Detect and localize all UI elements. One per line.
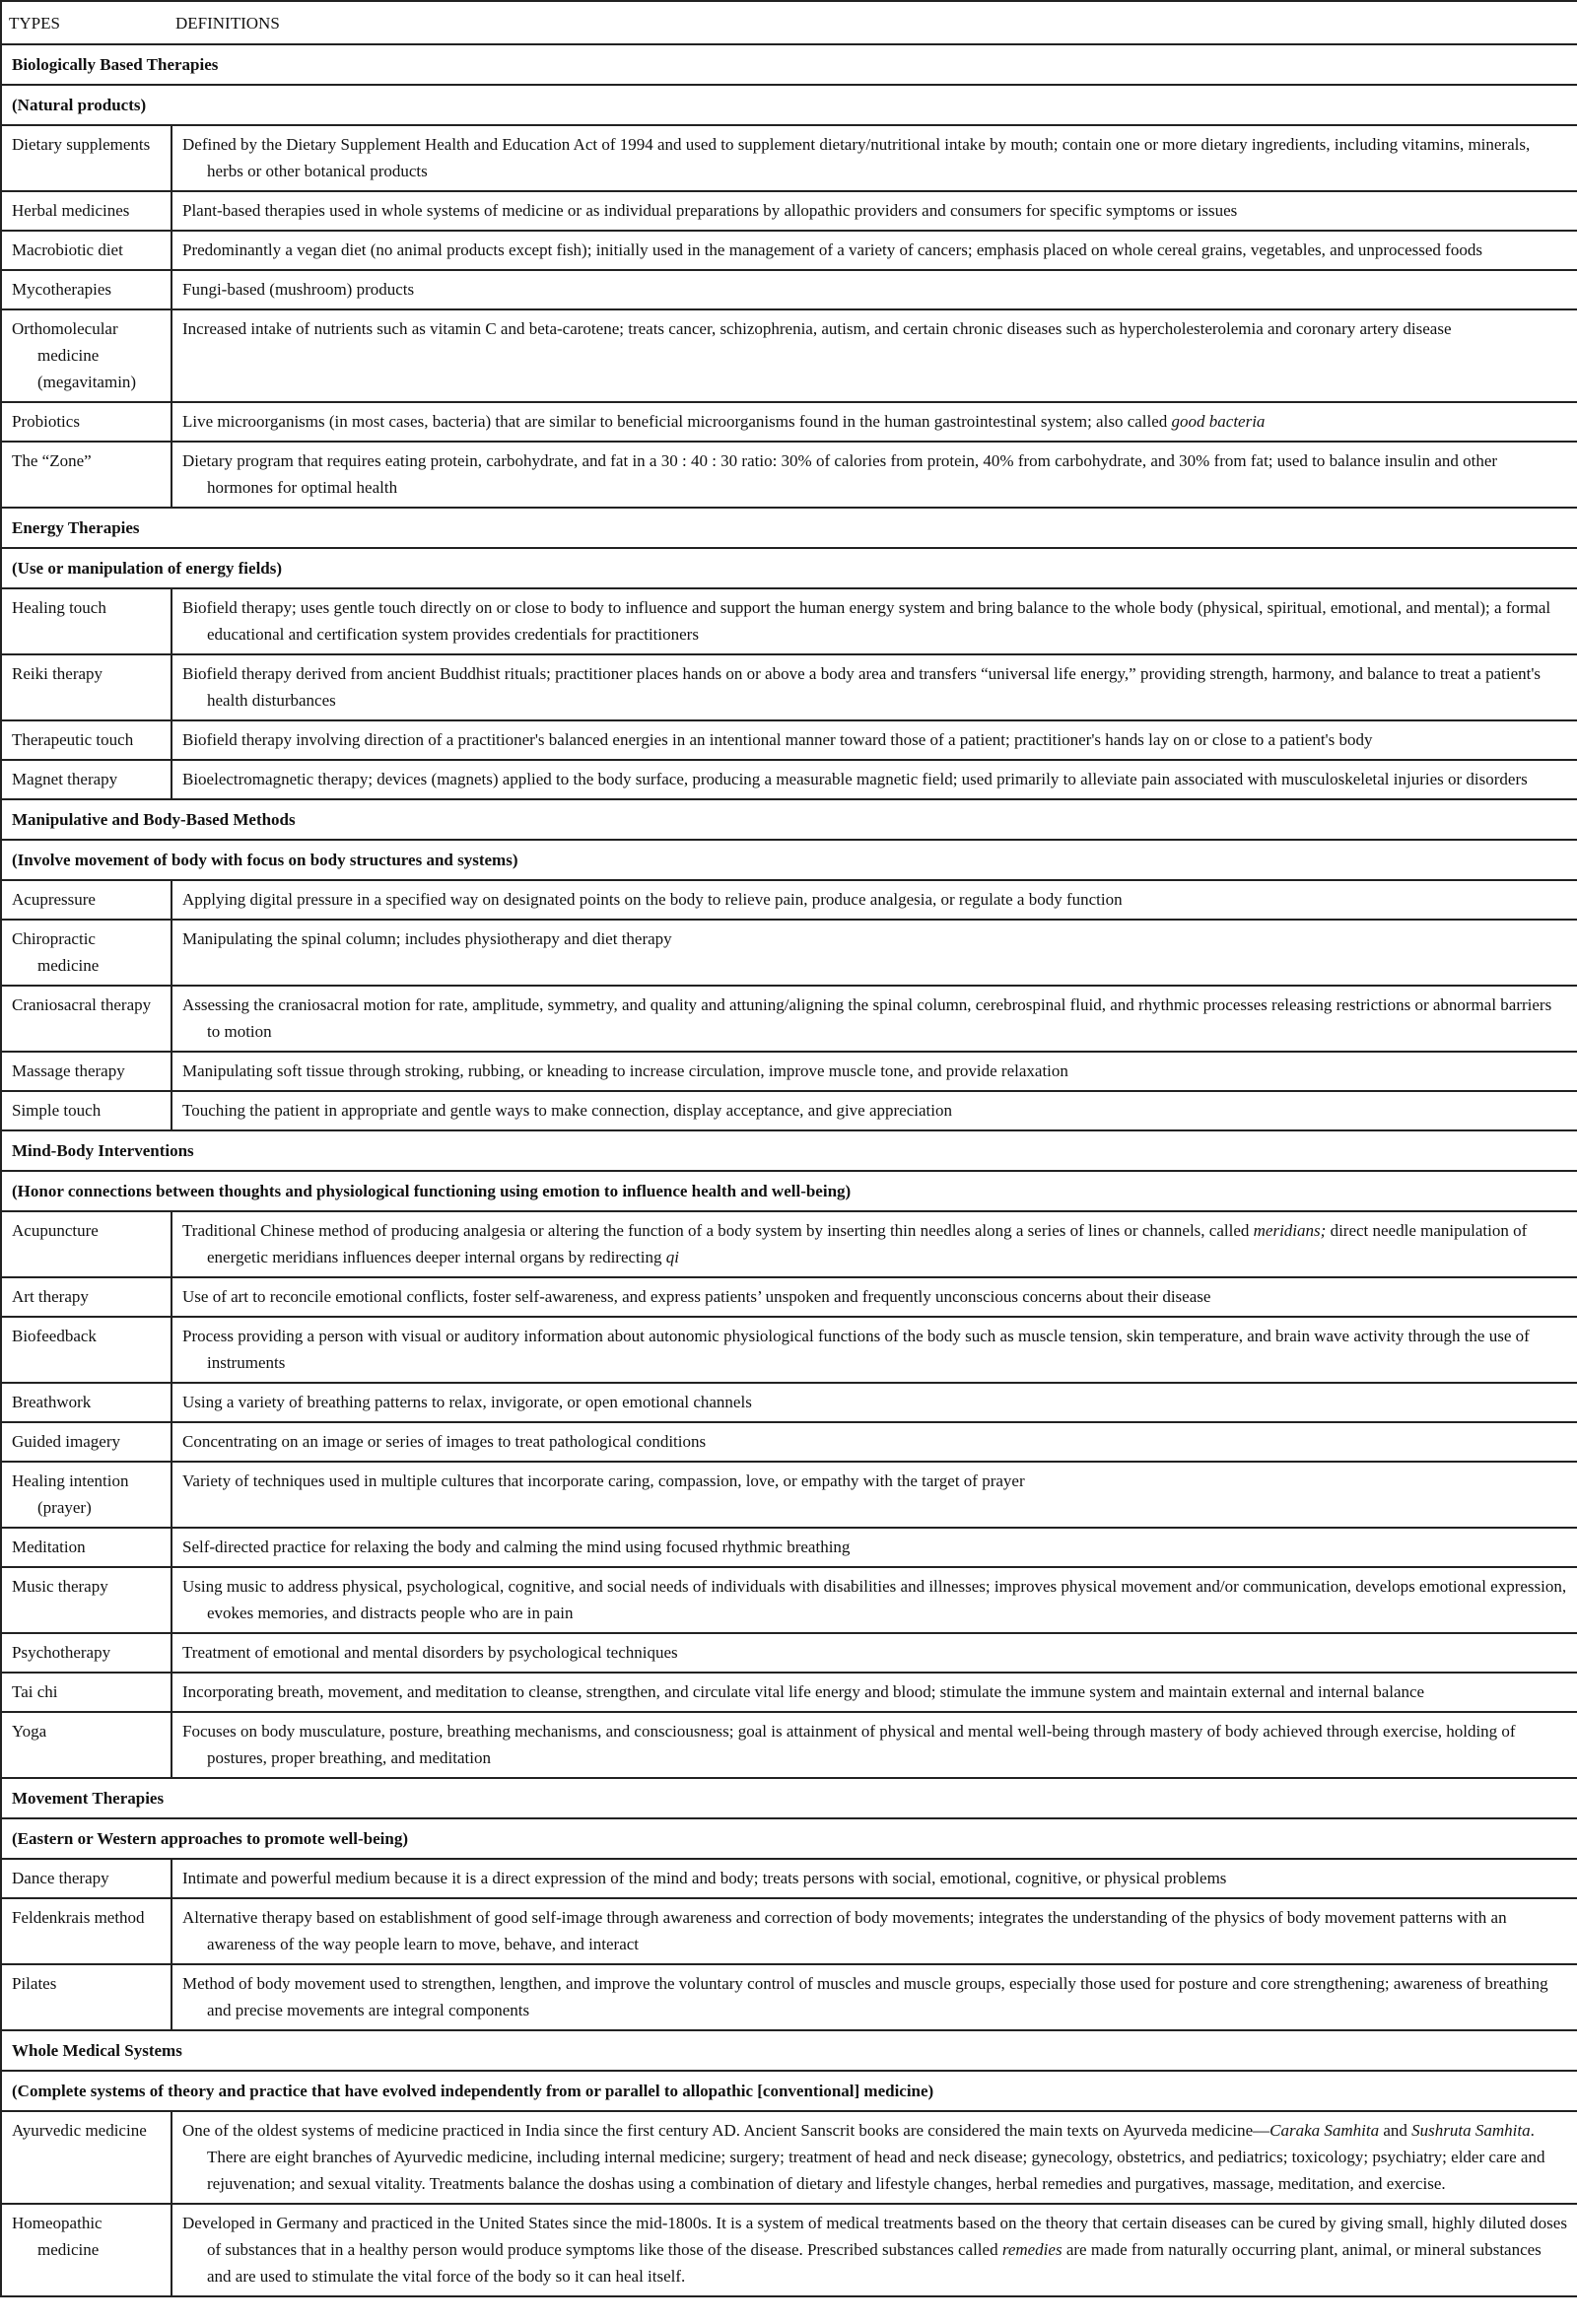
definition-cell <box>171 309 1577 402</box>
therapy-type: Dietary supplements <box>12 135 151 154</box>
definition-segment: Developed in Germany and practiced in the United States since the mid-1800s. It is a system of medical treatments based on the theory that certain diseases can be cured by giving small, highly diluted doses of substances that in a healthy person would produce symptoms like those of the disease. Prescribed substances called <box>182 2214 1567 2259</box>
category-heading: Mind-Body Interventions <box>1 1130 1577 1171</box>
therapy-type-cell <box>1 1383 171 1422</box>
therapy-type: Yoga <box>12 1722 47 1741</box>
definition-text <box>182 276 1567 303</box>
table-row <box>1 125 1577 191</box>
definition-text <box>182 1865 1567 1891</box>
definition-segment: Use of art to reconcile emotional conflicts, foster self-awareness, and express patients’ unspoken and frequently unconscious concerns about their disease <box>182 1287 1211 1306</box>
therapy-type-cell <box>1 1964 171 2030</box>
definition-cell <box>171 760 1577 799</box>
therapy-type: Art therapy <box>12 1287 89 1306</box>
therapy-type: Feldenkrais method <box>12 1908 145 1927</box>
table-row <box>1 1528 1577 1567</box>
table-row <box>1 1422 1577 1462</box>
table-row <box>1 1317 1577 1383</box>
therapy-type: Pilates <box>12 1974 57 1993</box>
category-subtitle-row <box>1 1818 1577 1859</box>
definition-segment: Biofield therapy involving direction of a practitioner's balanced energies in an intentional manner toward those of a patient; practitioner's hands lay on or close to a patient's body <box>182 730 1373 749</box>
table-row <box>1 270 1577 309</box>
therapy-type-cell <box>1 1528 171 1567</box>
definition-segment: Using music to address physical, psychological, cognitive, and social needs of individuals with disabilities and illnesses; improves physical movement and/or communication, develops emotional expression, evokes memories, and distracts people who are in pain <box>182 1577 1567 1622</box>
table-row <box>1 442 1577 508</box>
therapy-type-cell <box>1 309 171 402</box>
definition-segment: Using a variety of breathing patterns to relax, invigorate, or open emotional channels <box>182 1393 752 1411</box>
table-row <box>1 1091 1577 1130</box>
therapy-type: Music therapy <box>12 1577 108 1596</box>
definition-cell <box>171 2111 1577 2204</box>
definition-text <box>182 925 1567 952</box>
definition-segment: and <box>1379 2121 1412 2140</box>
definition-cell <box>171 1317 1577 1383</box>
table-row <box>1 1211 1577 1277</box>
therapy-type-cell <box>1 2111 171 2204</box>
therapy-type-cell <box>1 720 171 760</box>
definition-segment: Manipulating the spinal column; includes physiotherapy and diet therapy <box>182 929 672 948</box>
definition-cell <box>171 1052 1577 1091</box>
definition-cell <box>171 402 1577 442</box>
definition-segment: Traditional Chinese method of producing analgesia or altering the function of a body system by inserting thin needles along a series of lines or channels, called <box>182 1221 1254 1240</box>
definition-cell <box>171 1898 1577 1964</box>
therapy-type: Probiotics <box>12 412 80 431</box>
definition-cell <box>171 1673 1577 1712</box>
definition-cell <box>171 191 1577 231</box>
definition-segment: Bioelectromagnetic therapy; devices (magnets) applied to the body surface, producing a measurable magnetic field; used primarily to alleviate pain associated with musculoskeletal injuries or disorders <box>182 770 1528 788</box>
therapy-type: Reiki therapy <box>12 664 103 683</box>
definition-cell <box>171 1422 1577 1462</box>
definition-text <box>182 766 1567 792</box>
category-subtitle-row <box>1 2071 1577 2111</box>
category-heading: Energy Therapies <box>1 508 1577 548</box>
column-header-types: TYPES <box>1 1 171 44</box>
definition-segment: Treatment of emotional and mental disorders by psychological techniques <box>182 1643 678 1662</box>
definition-segment: Increased intake of nutrients such as vitamin C and beta-carotene; treats cancer, schizophrenia, autism, and certain chronic diseases such as hypercholesterolemia and coronary artery disease <box>182 319 1452 338</box>
definition-text <box>182 726 1567 753</box>
definition-segment: Biofield therapy derived from ancient Buddhist rituals; practitioner places hands on or above a body area and transfers “universal life energy,” providing strength, harmony, and balance to treat a patient's health disturbances <box>182 664 1542 710</box>
definition-segment: Concentrating on an image or series of images to treat pathological conditions <box>182 1432 707 1451</box>
definition-cell <box>171 1211 1577 1277</box>
definition-text <box>182 1097 1567 1124</box>
category-row <box>1 44 1577 85</box>
definition-segment: Live microorganisms (in most cases, bacteria) that are similar to beneficial microorganisms found in the human gastrointestinal system; also called <box>182 412 1172 431</box>
definition-cell <box>171 720 1577 760</box>
therapy-type: Acupressure <box>12 890 96 909</box>
definition-segment: Predominantly a vegan diet (no animal products except fish); initially used in the management of a variety of cancers; emphasis placed on whole cereal grains, vegetables, and unprocessed foods <box>182 240 1482 259</box>
table-row <box>1 760 1577 799</box>
therapy-type: Healing intention (prayer) <box>12 1471 129 1517</box>
definition-segment: Intimate and powerful medium because it is a direct expression of the mind and body; treats persons with social, emotional, cognitive, or physical problems <box>182 1869 1227 1887</box>
category-row <box>1 1130 1577 1171</box>
definition-cell <box>171 270 1577 309</box>
therapy-type: Orthomolecular medicine (megavitamin) <box>12 319 137 391</box>
therapy-type-cell <box>1 1567 171 1633</box>
definition-segment: Incorporating breath, movement, and meditation to cleanse, strengthen, and circulate vital life energy and blood; stimulate the immune system and maintain external and internal balance <box>182 1682 1425 1701</box>
table-row <box>1 1567 1577 1633</box>
definition-italic-term: Caraka Samhita <box>1269 2121 1380 2140</box>
definition-italic-term: remedies <box>1001 2240 1063 2259</box>
table-row <box>1 309 1577 402</box>
therapy-type-cell <box>1 880 171 920</box>
table-header-row <box>1 1 1577 44</box>
definition-italic-term: qi <box>665 1248 679 1266</box>
definition-text <box>182 1678 1567 1705</box>
definition-segment: Assessing the craniosacral motion for rate, amplitude, symmetry, and quality and attuning/aligning the spinal column, cerebrospinal fluid, and rhythmic processes releasing restrictions or abnormal barriers to motion <box>182 995 1552 1041</box>
therapy-type-cell <box>1 1317 171 1383</box>
category-subtitle: (Natural products) <box>1 85 1577 125</box>
therapy-type: Therapeutic touch <box>12 730 134 749</box>
table-row <box>1 588 1577 654</box>
definition-italic-term: Sushruta Samhita <box>1411 2121 1531 2140</box>
definition-cell <box>171 2204 1577 2296</box>
therapy-type: Simple touch <box>12 1101 102 1120</box>
therapy-type-cell <box>1 442 171 508</box>
category-subtitle-row <box>1 548 1577 588</box>
definition-text <box>182 131 1567 184</box>
therapy-type-cell <box>1 1277 171 1317</box>
therapy-type-cell <box>1 1462 171 1528</box>
category-row <box>1 508 1577 548</box>
definition-segment: Biofield therapy; uses gentle touch directly on or close to body to influence and support the human energy system and bring balance to the whole body (physical, spiritual, emotional, and mental); a formal educational and certification system provides credentials for practitioners <box>182 598 1551 644</box>
definition-cell <box>171 1277 1577 1317</box>
definition-cell <box>171 920 1577 986</box>
therapy-type: Breathwork <box>12 1393 92 1411</box>
therapy-type-cell <box>1 270 171 309</box>
definition-cell <box>171 231 1577 270</box>
category-row <box>1 1778 1577 1818</box>
column-header-definitions: DEFINITIONS <box>171 1 1577 44</box>
definition-cell <box>171 1964 1577 2030</box>
category-subtitle: (Honor connections between thoughts and physiological functioning using emotion to influence health and well-being) <box>1 1171 1577 1211</box>
therapy-type: Psychotherapy <box>12 1643 111 1662</box>
definition-text <box>182 408 1567 435</box>
definition-segment: One of the oldest systems of medicine practiced in India since the first century AD. Ancient Sanscrit books are considered the main texts on Ayurveda medicine— <box>182 2121 1270 2140</box>
definition-cell <box>171 1528 1577 1567</box>
table-row <box>1 231 1577 270</box>
table-row <box>1 1964 1577 2030</box>
definition-segment: Plant-based therapies used in whole systems of medicine or as individual preparations by allopathic providers and consumers for specific symptoms or issues <box>182 201 1238 220</box>
category-subtitle: (Involve movement of body with focus on body structures and systems) <box>1 840 1577 880</box>
definition-text <box>182 315 1567 342</box>
therapy-type: Craniosacral therapy <box>12 995 152 1014</box>
therapy-type-cell <box>1 588 171 654</box>
definition-text <box>182 197 1567 224</box>
category-subtitle: (Use or manipulation of energy fields) <box>1 548 1577 588</box>
therapy-type: Macrobiotic diet <box>12 240 123 259</box>
definition-text <box>182 1428 1567 1455</box>
therapy-type-cell <box>1 1091 171 1130</box>
therapy-type-cell <box>1 2204 171 2296</box>
therapy-type: Ayurvedic medicine <box>12 2121 147 2140</box>
therapy-type-cell <box>1 231 171 270</box>
therapy-type: Magnet therapy <box>12 770 118 788</box>
table-row <box>1 2204 1577 2296</box>
table-row <box>1 1383 1577 1422</box>
definition-italic-term: meridians; <box>1253 1221 1327 1240</box>
table-row <box>1 2111 1577 2204</box>
definition-segment: Manipulating soft tissue through stroking, rubbing, or kneading to increase circulation, improve muscle tone, and provide relaxation <box>182 1061 1068 1080</box>
therapy-type: Chiropractic medicine <box>12 929 100 975</box>
therapy-type-cell <box>1 760 171 799</box>
definition-text <box>182 2117 1567 2197</box>
category-heading: Movement Therapies <box>1 1778 1577 1818</box>
therapy-type-cell <box>1 1422 171 1462</box>
category-heading: Biologically Based Therapies <box>1 44 1577 85</box>
definition-cell <box>171 1567 1577 1633</box>
definition-cell <box>171 588 1577 654</box>
definition-segment: Dietary program that requires eating protein, carbohydrate, and fat in a 30 : 40 : 30 ratio: 30% of calories from protein, 40% from carbohydrate, and 30% from fat; used to balance insulin and other hormones for optimal health <box>182 451 1498 497</box>
therapy-type-cell <box>1 125 171 191</box>
therapy-type-cell <box>1 1712 171 1778</box>
table-row <box>1 720 1577 760</box>
definition-cell <box>171 1091 1577 1130</box>
definition-segment: Focuses on body musculature, posture, breathing mechanisms, and consciousness; goal is attainment of physical and mental well-being through mastery of body achieved through exercise, holding of postures, proper breathing, and meditation <box>182 1722 1516 1767</box>
therapy-type-cell <box>1 920 171 986</box>
definition-text <box>182 1534 1567 1560</box>
therapy-type-cell <box>1 1859 171 1898</box>
definition-cell <box>171 1633 1577 1673</box>
definition-segment: Touching the patient in appropriate and gentle ways to make connection, display acceptance, and give appreciation <box>182 1101 952 1120</box>
category-row <box>1 2030 1577 2071</box>
definition-cell <box>171 125 1577 191</box>
category-subtitle-row <box>1 1171 1577 1211</box>
category-row <box>1 799 1577 840</box>
category-subtitle-row <box>1 840 1577 880</box>
definition-text <box>182 1639 1567 1666</box>
table-row <box>1 880 1577 920</box>
definition-text <box>182 1389 1567 1415</box>
definition-segment: are made from naturally occurring plant, animal, or mineral substances and are used to stimulate the vital force of the body so it can heal itself. <box>207 2240 1542 2286</box>
definition-segment: Applying digital pressure in a specified way on designated points on the body to relieve pain, produce analgesia, or regulate a body function <box>182 890 1123 909</box>
table-row <box>1 1052 1577 1091</box>
definition-text <box>182 1468 1567 1494</box>
definition-text <box>182 1573 1567 1626</box>
definition-text <box>182 991 1567 1045</box>
definition-cell <box>171 1859 1577 1898</box>
definition-segment: Method of body movement used to strengthen, lengthen, and improve the voluntary control of muscles and muscle groups, especially those used for posture and core strengthening; awareness of breathing and precise movements are integral components <box>182 1974 1548 2019</box>
table-body <box>1 44 1577 2296</box>
therapy-type-cell <box>1 1633 171 1673</box>
definition-text <box>182 660 1567 714</box>
table-row <box>1 1859 1577 1898</box>
definition-text <box>182 886 1567 913</box>
table-row <box>1 1898 1577 1964</box>
therapy-type: Herbal medicines <box>12 201 130 220</box>
therapy-type-cell <box>1 654 171 720</box>
table-row <box>1 1673 1577 1712</box>
table-row <box>1 1633 1577 1673</box>
therapy-type: Tai chi <box>12 1682 58 1701</box>
therapy-type: Dance therapy <box>12 1869 109 1887</box>
table-row <box>1 402 1577 442</box>
definition-segment: Process providing a person with visual or auditory information about autonomic physiological functions of the body such as muscle tension, skin temperature, and brain wave activity through the use of instruments <box>182 1327 1530 1372</box>
category-subtitle: (Complete systems of theory and practice that have evolved independently from or parallel to allopathic [conventional] medicine) <box>1 2071 1577 2111</box>
definition-cell <box>171 1462 1577 1528</box>
table-row <box>1 1462 1577 1528</box>
definition-text <box>182 1283 1567 1310</box>
definition-segment: Alternative therapy based on establishment of good self-image through awareness and correction of body movements; integrates the understanding of the physics of body movement patterns with an awareness of the way people learn to move, behave, and interact <box>182 1908 1507 1953</box>
definition-text <box>182 1217 1567 1270</box>
definition-text <box>182 237 1567 263</box>
table-row <box>1 1712 1577 1778</box>
therapy-type: Meditation <box>12 1538 86 1556</box>
table-row <box>1 191 1577 231</box>
therapy-type-cell <box>1 1673 171 1712</box>
definition-italic-term: good bacteria <box>1171 412 1266 431</box>
therapy-type: Biofeedback <box>12 1327 97 1345</box>
category-subtitle-row <box>1 85 1577 125</box>
definition-segment: Self-directed practice for relaxing the body and calming the mind using focused rhythmic breathing <box>182 1538 851 1556</box>
definition-cell <box>171 442 1577 508</box>
therapy-type: Mycotherapies <box>12 280 112 299</box>
definition-cell <box>171 1383 1577 1422</box>
therapy-type-cell <box>1 1211 171 1277</box>
therapy-type-cell <box>1 402 171 442</box>
therapy-type-cell <box>1 1052 171 1091</box>
definition-cell <box>171 654 1577 720</box>
definition-cell <box>171 1712 1577 1778</box>
category-heading: Manipulative and Body-Based Methods <box>1 799 1577 840</box>
therapy-type-cell <box>1 1898 171 1964</box>
definition-segment: Fungi-based (mushroom) products <box>182 280 415 299</box>
therapy-type-cell <box>1 191 171 231</box>
therapy-type: Guided imagery <box>12 1432 120 1451</box>
definition-text <box>182 594 1567 648</box>
definition-text <box>182 1058 1567 1084</box>
table-row <box>1 1277 1577 1317</box>
definition-cell <box>171 880 1577 920</box>
definition-text <box>182 1904 1567 1957</box>
therapy-type: Massage therapy <box>12 1061 125 1080</box>
table-row <box>1 920 1577 986</box>
definition-text <box>182 447 1567 501</box>
table-row <box>1 986 1577 1052</box>
definition-segment: . There are eight branches of Ayurvedic medicine, including internal medicine; surgery; treatment of head and neck disease; gynecology, obstetrics, and pediatrics; toxicology; psychiatry; elder care and rejuvenation; and sexual vitality. Treatments balance the doshas using a combination of dietary and lifestyle changes, herbal remedies and purgatives, massage, meditation, and exercise. <box>207 2121 1545 2193</box>
category-subtitle: (Eastern or Western approaches to promote well-being) <box>1 1818 1577 1859</box>
therapy-type: Acupuncture <box>12 1221 99 1240</box>
definition-text <box>182 1323 1567 1376</box>
therapy-type: The “Zone” <box>12 451 92 470</box>
definition-text <box>182 1970 1567 2023</box>
definition-segment: Defined by the Dietary Supplement Health and Education Act of 1994 and used to supplement dietary/nutritional intake by mouth; contain one or more dietary ingredients, including vitamins, minerals, herbs or other botanical products <box>182 135 1531 180</box>
category-heading: Whole Medical Systems <box>1 2030 1577 2071</box>
therapy-type-cell <box>1 986 171 1052</box>
definition-text <box>182 1718 1567 1771</box>
definition-cell <box>171 986 1577 1052</box>
definition-segment: direct needle manipulation of energetic meridians influences deeper internal organs by redirecting <box>207 1221 1528 1266</box>
definition-text <box>182 2210 1567 2290</box>
table-row <box>1 654 1577 720</box>
therapy-type: Healing touch <box>12 598 106 617</box>
definition-segment: Variety of techniques used in multiple cultures that incorporate caring, compassion, love, or empathy with the target of prayer <box>182 1471 1025 1490</box>
therapy-type: Homeopathic medicine <box>12 2214 103 2259</box>
